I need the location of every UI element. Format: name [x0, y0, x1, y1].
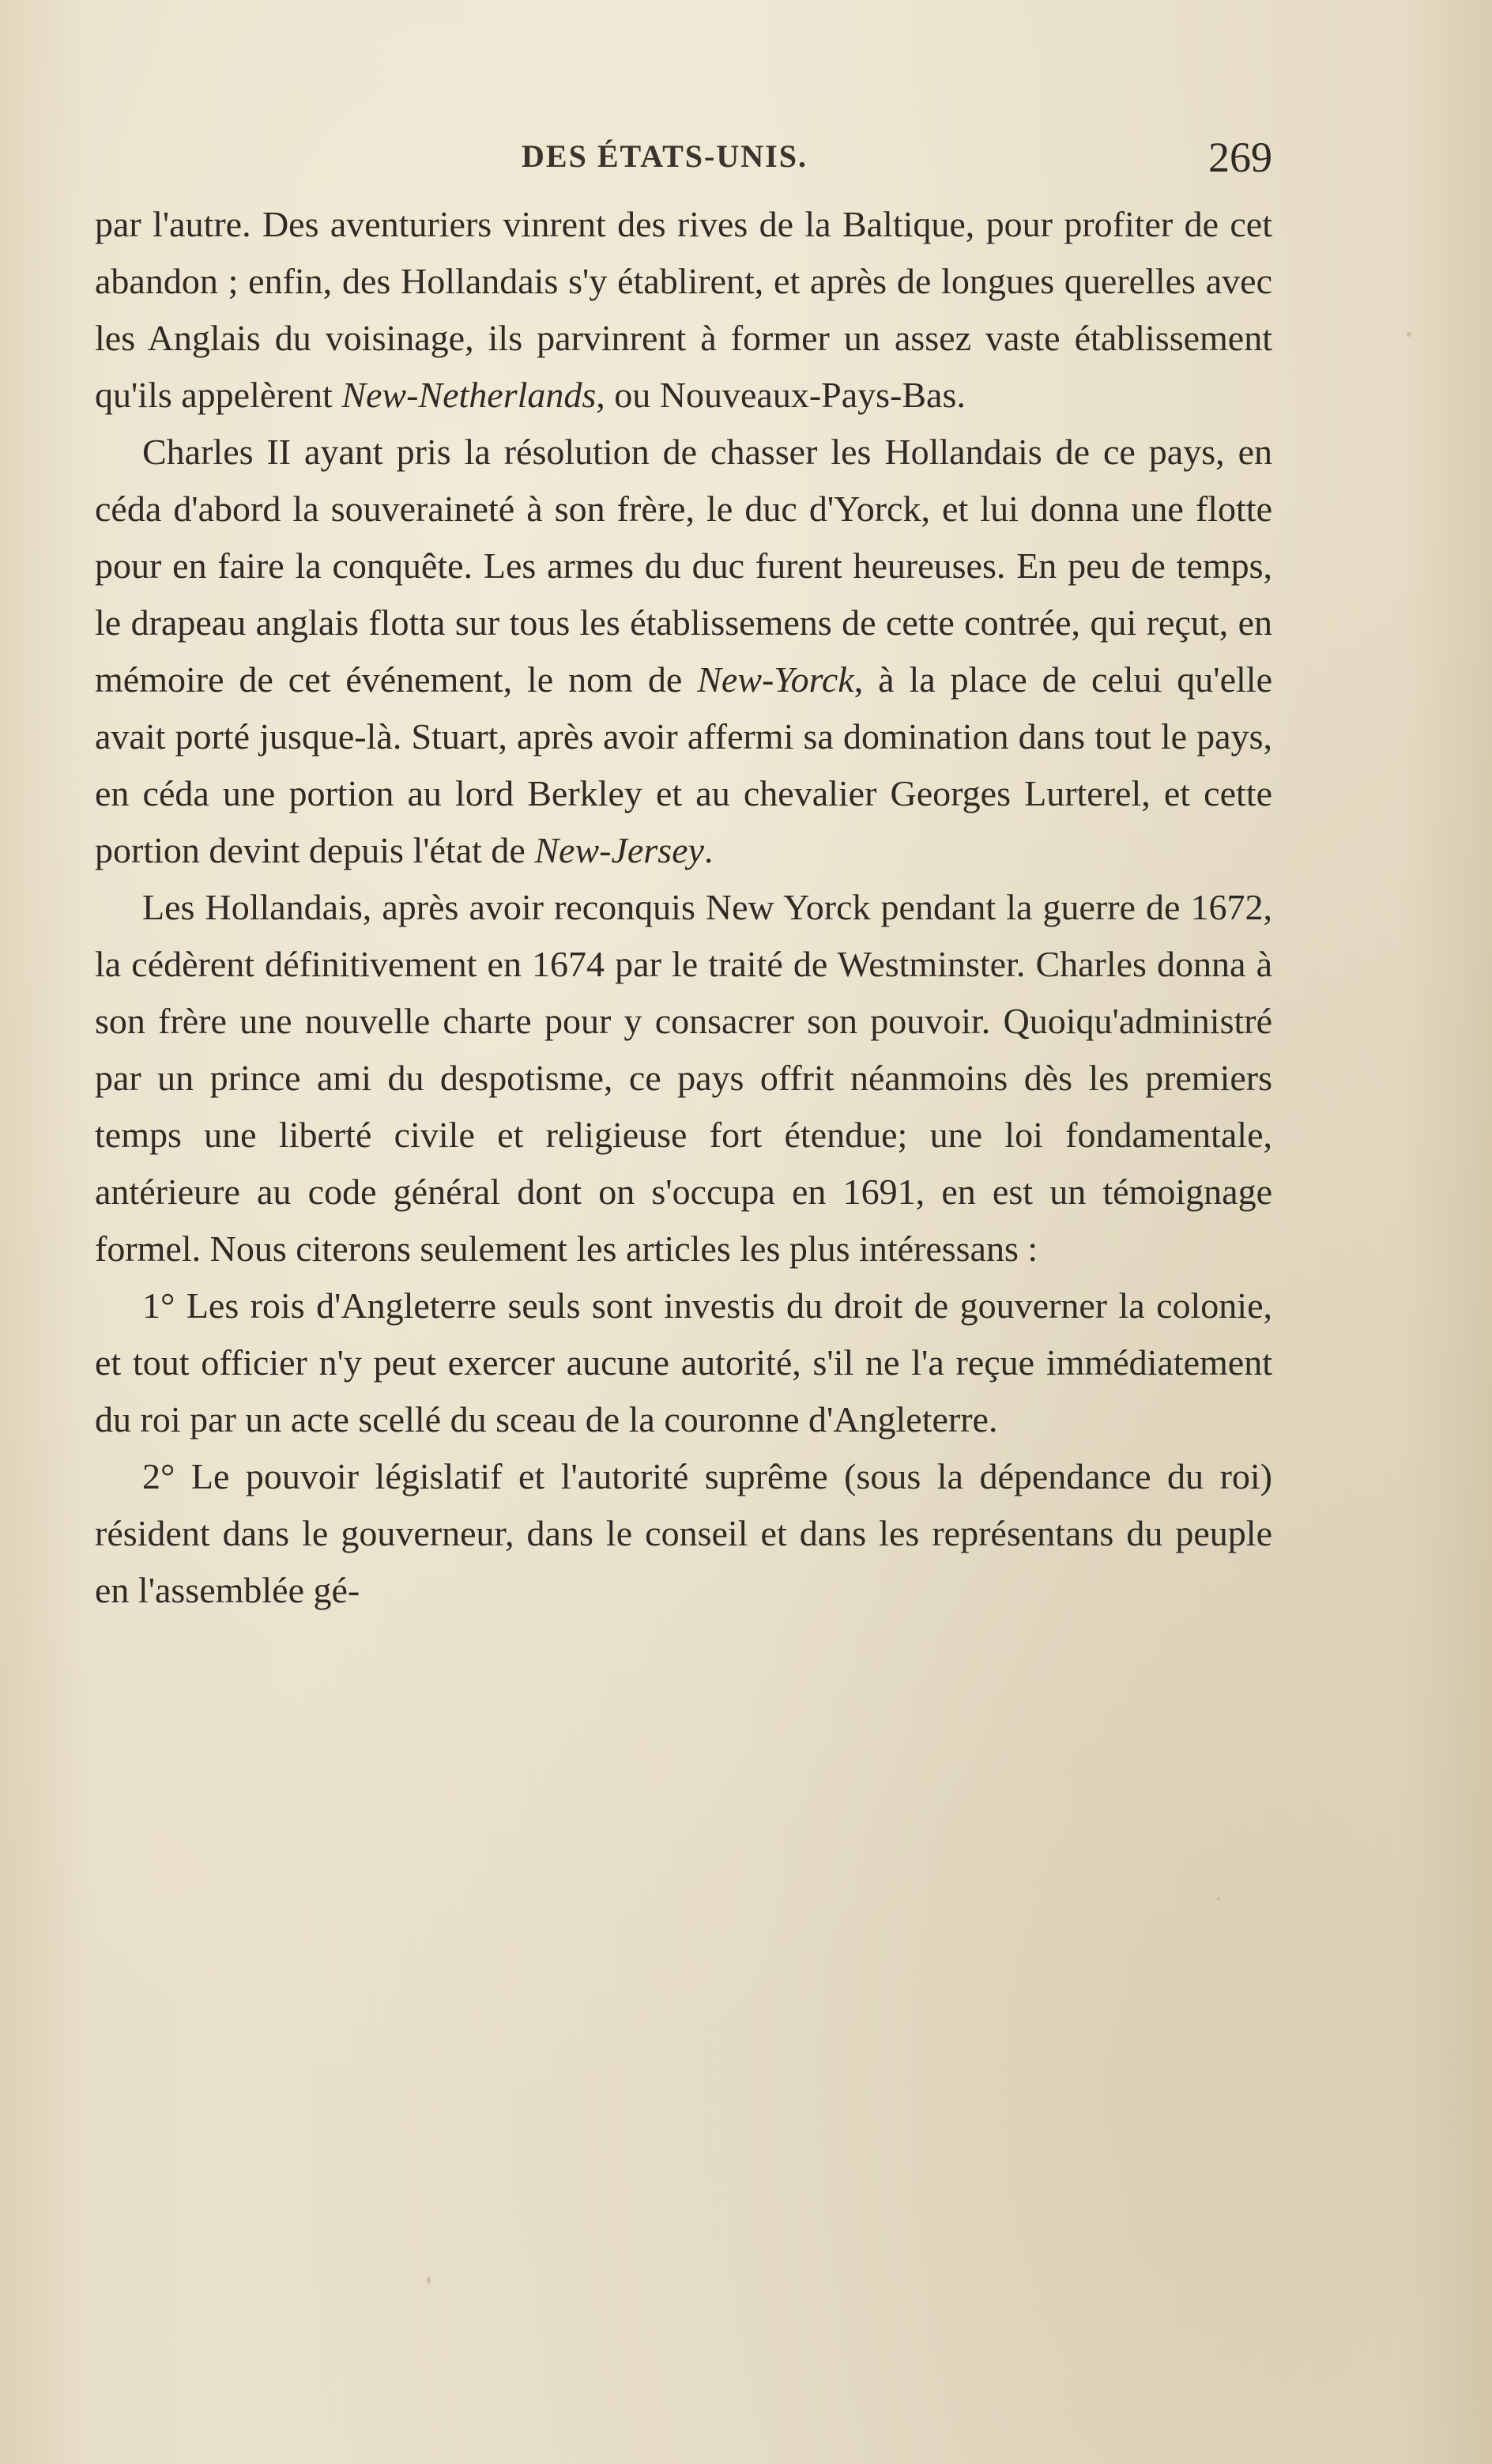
paper-speck — [1407, 332, 1411, 337]
paragraph-text: Charles II ayant pris la résolution de chasser les Hollandais de ce pays, en céda d'abord la souveraineté à son frère, le duc d'Yorck, et lui donna une flotte pour en faire la conquête. Les armes du duc furent heureuses. En peu de temps, le drapeau anglais flotta sur tous les établissemens de cette contrée, qui reçut, en mémoire de cet événement, le nom de — [95, 432, 1272, 700]
paragraph — [95, 1448, 1272, 1619]
italic-text: New-Jersey — [534, 830, 704, 870]
paragraph-text: Les Hollandais, après avoir reconquis New Yorck pendant la guerre de 1672, la cédèrent définitivement en 1674 par le traité de Westminster. Charles donna à son frère une nouvelle charte pour y consacrer son pouvoir. Quoiqu'administré par un prince ami du despotisme, ce pays offrit néanmoins dès les premiers temps une liberté civile et religieuse fort étendue; une loi fondamentale, antérieure au code général dont on s'occupa en 1691, en est un témoignage formel. Nous citerons seulement les articles les plus intéressans : — [95, 887, 1272, 1269]
italic-text: New-Netherlands — [341, 375, 597, 415]
paragraph-text: , à la place de celui qu'elle avait porté jusque-là. Stuart, après avoir affermi sa domination dans tout le pays, en céda une portion au lord Berkley et au chevalier Georges Lurterel, et cette portion devint depuis l'état de — [95, 659, 1272, 870]
paper-speck — [1217, 1897, 1220, 1900]
paragraph-text: , ou Nouveaux-Pays-Bas. — [596, 375, 966, 415]
paragraph — [95, 879, 1272, 1277]
paragraph-text: par l'autre. Des aventuriers vinrent des rives de la Baltique, pour profiter de cet abandon ; enfin, des Hollandais s'y établirent, et après de longues querelles avec les Anglais du voisinage, ils parvinrent à former un assez vaste établissement qu'ils appelèrent — [95, 204, 1272, 415]
paragraph-text: 1° Les rois d'Angleterre seuls sont investis du droit de gouverner la colonie, et tout officier n'y peut exercer aucune autorité, s'il ne l'a reçue immédiatement du roi par un acte scellé du sceau de la couronne d'Angleterre. — [95, 1285, 1272, 1440]
page-header — [95, 133, 1272, 180]
paper-speck — [427, 2277, 431, 2284]
running-head: DES ÉTATS-UNIS. — [522, 138, 808, 174]
paragraph-text: 2° Le pouvoir législatif et l'autorité suprême (sous la dépendance du roi) résident dans le gouverneur, dans le conseil et dans les représentans du peuple en l'assemblée gé- — [95, 1456, 1272, 1610]
italic-text: New-Yorck — [697, 659, 854, 700]
paragraph-text: . — [703, 830, 714, 870]
paragraph — [95, 424, 1272, 879]
page-number: 269 — [1208, 134, 1272, 181]
body-text — [95, 196, 1272, 1619]
paragraph — [95, 196, 1272, 424]
paragraph — [95, 1277, 1272, 1448]
